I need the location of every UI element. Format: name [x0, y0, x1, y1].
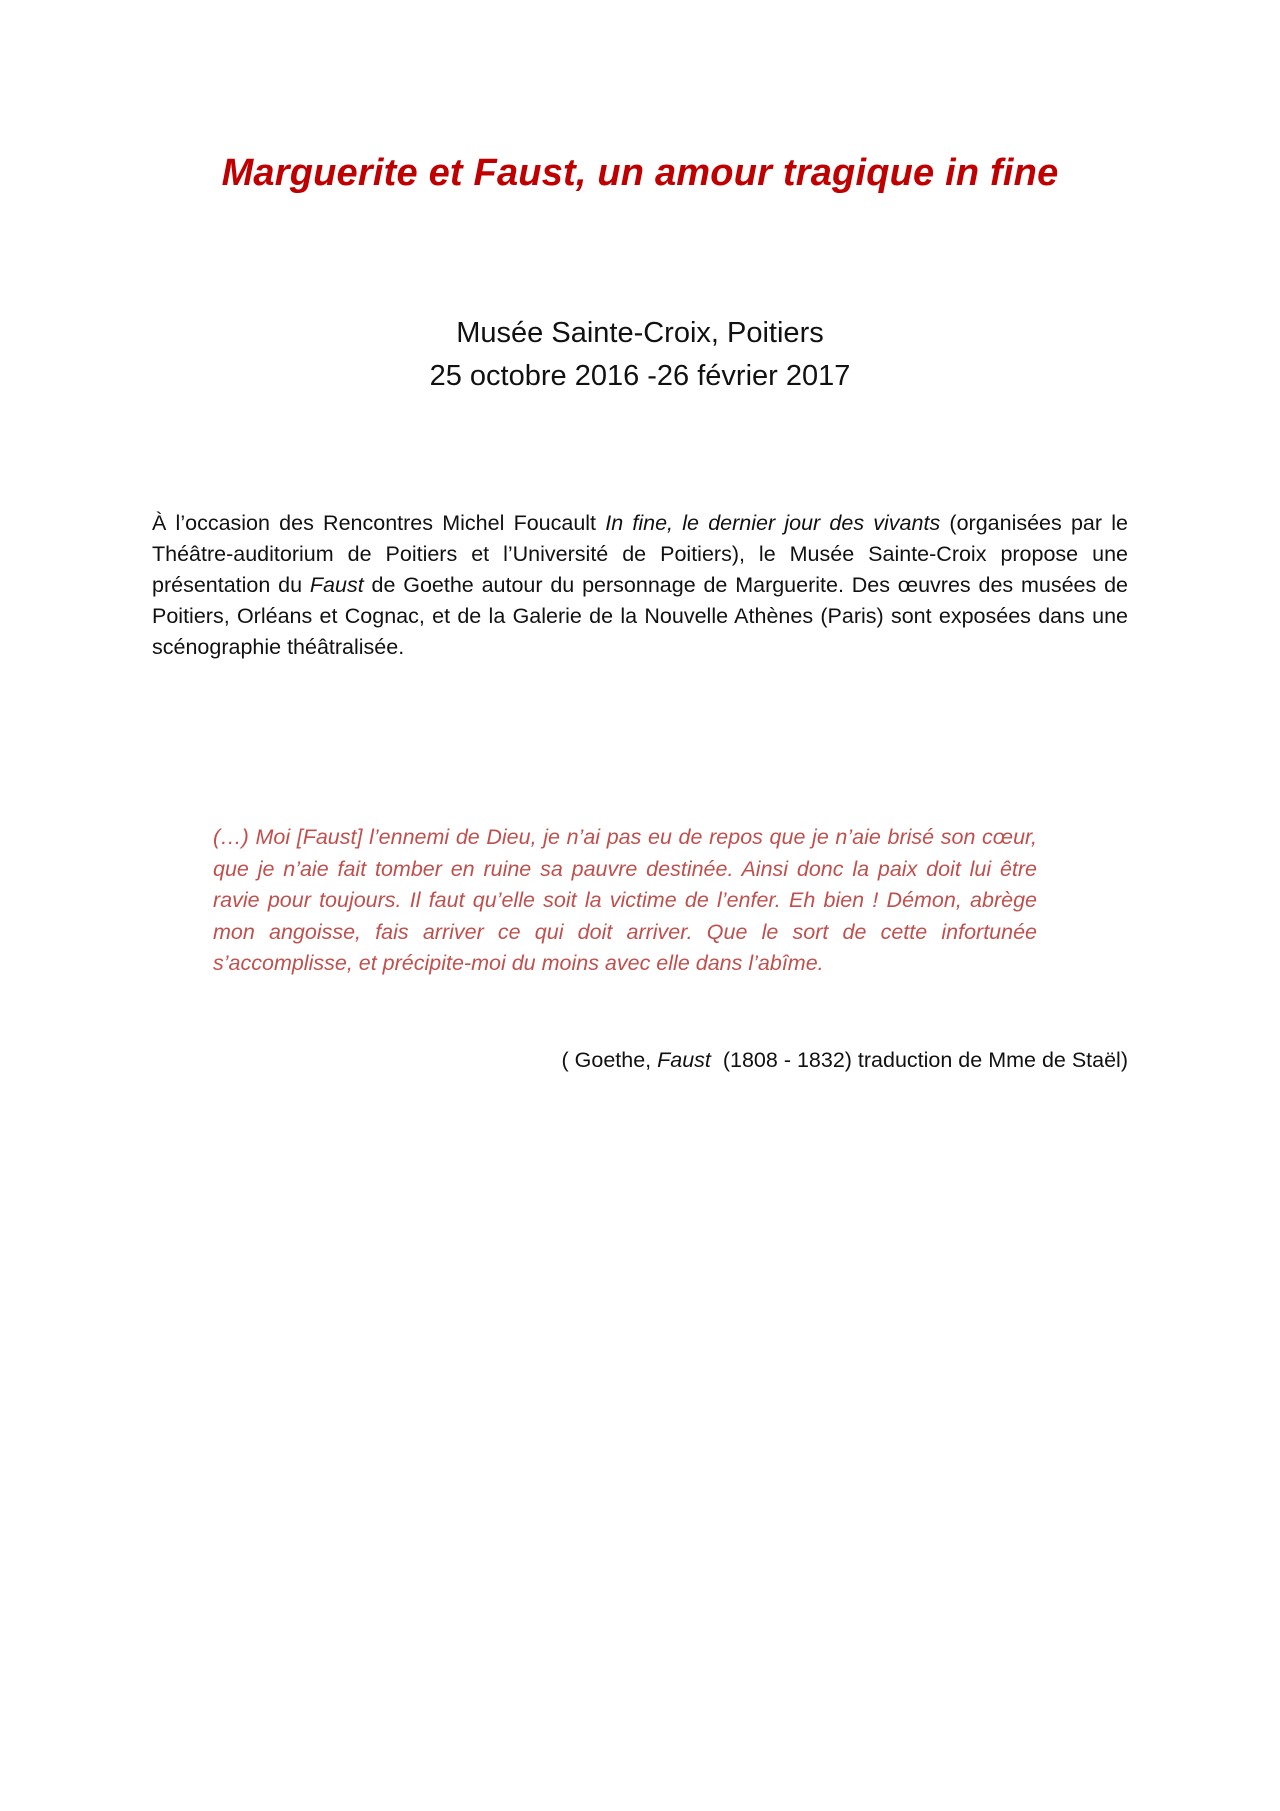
venue-dates: 25 octobre 2016 -26 février 2017 — [429, 360, 851, 392]
citation-suffix: (1808 - 1832) traduction de Mme de Staël) — [710, 1048, 1128, 1072]
page-title: Marguerite et Faust, un amour tragique in fine — [221, 152, 1059, 194]
intro-text-2: (organisées par le Théâtre-auditorium de Poitiers et l’Université de Poitiers), le Musée Sainte-Croix propose une présentation du — [152, 511, 1128, 597]
intro-event-title: In fine, le dernier jour des vivants — [605, 511, 941, 535]
faust-quote: (…) Moi [Faust] l’ennemi de Dieu, je n’ai pas eu de repos que je n’aie brisé son cœur, que je n’aie fait tomber en ruine sa pauvre destinée. Ainsi donc la paix doit lui être ravie pour toujours. Il faut qu’elle soit la victime de l’enfer. Eh bien ! Démon, abrège mon angoisse, fais arriver ce qui doit arriver. Que le sort de cette infortunée s’accomplisse, et précipite-moi du moins avec elle dans l’abîme. — [213, 825, 1037, 975]
venue-location: Musée Sainte-Croix, Poitiers — [456, 317, 824, 349]
venue-block — [0, 312, 1280, 398]
citation-work: Faust — [657, 1048, 711, 1072]
citation-prefix: ( Goethe, — [561, 1048, 658, 1072]
quote-citation — [562, 1045, 1128, 1076]
intro-work-title: Faust — [309, 573, 364, 597]
intro-text-1: À l’occasion des Rencontres Michel Foucault — [152, 511, 606, 535]
intro-paragraph — [152, 508, 1128, 663]
intro-text-3: de Goethe autour du personnage de Marguerite. Des œuvres des musées de Poitiers, Orléans et Cognac, et de la Galerie de la Nouvelle Athènes (Paris) sont exposées dans une scénographie théâtralisée. — [152, 573, 1128, 659]
